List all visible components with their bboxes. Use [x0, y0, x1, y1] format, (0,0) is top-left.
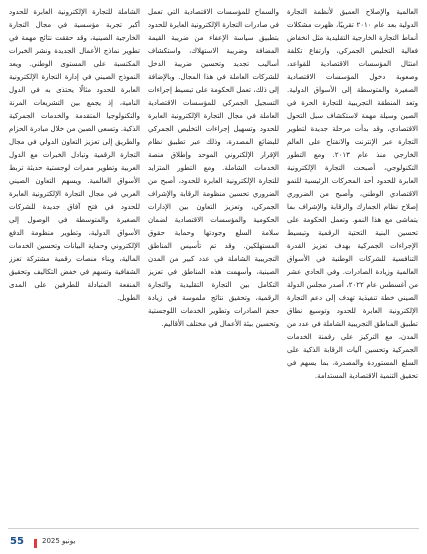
- text-column-middle: [148, 6, 279, 526]
- accent-bar: [34, 539, 37, 548]
- page-footer: [0, 528, 427, 554]
- issue-date: يونيو 2025: [42, 537, 76, 545]
- footer-divider: [8, 528, 419, 529]
- column-right-text: العالمية والإصلاح العميق لأنظمة التجارة الدولية بعد عام ٢٠١٠ تقريبًا، ظهرت مشكلات أنماط التجارة الخارجية التقليدية مثل انخفاض فعالية التخليص الجمركي، وارتفاع تكلفة امتثال المؤسسات الاقتصادية للقواعد، وصعوبة دخول المؤسسات الاقتصادية الصغيرة والمتوسطة إلى الأسواق الدولية. وتعد المنطقة التجريبية للتجارة الحرة في الصين وسيلة مهمة لاستكشاف سبل التحول الاقتصادي، وقد بدأت مرحلة جديدة لتطوير التجارة عبر الإنترنت والانفتاح على العالم الخارجي منذ عام ٢٠١٣. ومع التطور التكنولوجي، أصبحت التجارة الإلكترونية العابرة للحدود أحد المحركات الرئيسية للنمو الاقتصادي الوطني، وأصبح من الضروري إصلاح نظام الجمارك والرقابة والإشراف بما يتماشى مع هذا النمو. وتعمل الحكومة على تحسين البنية التحتية الرقمية وتبسيط الإجراءات الجمركية بهدف تعزيز القدرة التنافسية للشركات الوطنية في الأسواق العالمية وزيادة الصادرات. وفي الحادي عشر من أغسطس عام ٢٠٢٢، أصدر مجلس الدولة الصيني خطة تنفيذية تهدف إلى دعم التجارة الإلكترونية العابرة للحدود وتوسيع نطاق تطبيق المناطق التجريبية الشاملة في عدد من المدن، مع التركيز على رقمنة الخدمات الجمركية وتحسين آليات الرقابة الذكية على السلع المستوردة والمصدرة، بما يسهم في تحقيق التنمية الاقتصادية المستدامة.: [287, 8, 418, 380]
- column-left-text: الشاملة للتجارة الإلكترونية العابرة للحدود أكبر تجربة مؤسسية في مجال التجارة الخارجية الصينية، وقد حققت نتائج مهمة في تطوير نماذج الأعمال الجديدة ونشر الخبرات المكتسبة على المستوى الوطني. ويعد النموذج الصيني في إدارة التجارة الإلكترونية العابرة للحدود مثالًا يحتذى به في الدول النامية، إذ يجمع بين التشريعات المرنة والتكنولوجيا المتقدمة والخدمات الجمركية الذكية. وتسعى الصين من خلال مبادرة الحزام والطريق إلى تعزيز التعاون الدولي في مجال التجارة الرقمية وتبادل الخبرات مع الدول العربية وتطوير ممرات لوجستية حديثة تربط الأسواق العالمية. ويسهم التعاون الصيني العربي في مجال التجارة الإلكترونية العابرة للحدود في فتح آفاق جديدة للشركات الصغيرة والمتوسطة في الوصول إلى الأسواق الدولية، وتطوير منظومة الدفع الإلكتروني وحماية البيانات وتحسين الخدمات المالية، وبناء منصات رقمية مشتركة تعزز الشفافية وتسهم في خفض التكاليف وتحقيق المنفعة المتبادلة للطرفين على المدى الطويل.: [9, 8, 140, 302]
- text-column-right: [287, 6, 418, 526]
- text-column-left: [9, 6, 140, 526]
- page-number: 55: [10, 536, 24, 547]
- column-middle-text: والسماح للمؤسسات الاقتصادية التي تعمل في صادرات التجارة الإلكترونية العابرة للحدود بتطبيق سياسة الإعفاء من ضريبة القيمة المضافة وضريبة الاستهلاك، واستكشاف أساليب تجديد وتحسين ضريبة الدخل للشركات العاملة في هذا المجال. وبالإضافة إلى ذلك، تعمل الحكومة على تبسيط إجراءات التسجيل الجمركي للمؤسسات الاقتصادية العاملة في مجال التجارة الإلكترونية العابرة للحدود وتسهيل إجراءات التخليص الجمركي للبضائع المصدرة، وذلك عبر تطبيق نظام الإقرار الإلكتروني الموحد وإطلاق منصة الخدمات الشاملة. ومع التطور المتزايد للتجارة الإلكترونية العابرة للحدود، أصبح من الضروري تحسين منظومة الرقابة والإشراف الجمركي، وتعزيز التعاون بين الإدارات الحكومية والمؤسسات الاقتصادية لضمان سلامة السلع وجودتها وحماية حقوق المستهلكين. وقد تم تأسيس المناطق التجريبية الشاملة في عدد كبير من المدن الصينية، وأسهمت هذه المناطق في تعزيز التكامل بين التجارة التقليدية والتجارة الرقمية، وتحقيق نتائج ملموسة في زيادة حجم الصادرات وتطوير الخدمات اللوجستية وتحسين بيئة الأعمال في مختلف الأقاليم.: [148, 8, 279, 328]
